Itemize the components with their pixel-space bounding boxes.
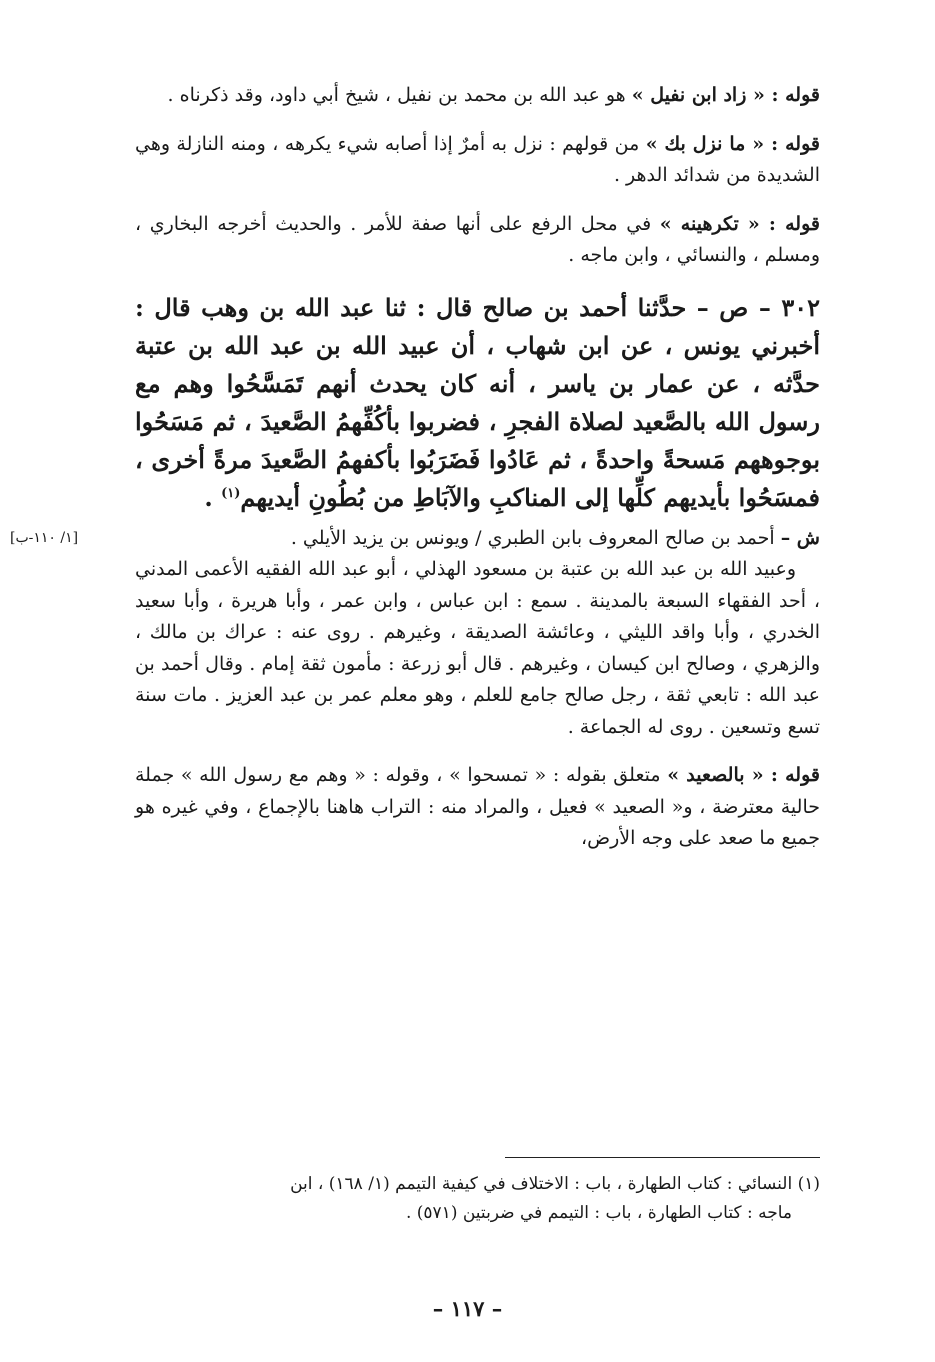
hadith-text <box>135 289 820 517</box>
paragraph-text: متعلق بقوله : « تمسحوا » ، وقوله : « وهم مع رسول الله » جملة حالية معترضة ، و« الصعيد » فعيل ، والمراد منه : التراب هاهنا بالإجماع ، وفي غيره هو جميع ما صعد على وجه الأرض، <box>135 764 820 849</box>
commentary-paragraph-2 <box>135 129 820 192</box>
footnote-reference[interactable]: (١) <box>221 485 241 501</box>
footnote-line-1: (١) النسائي : كتاب الطهارة ، باب : الاختلاف في كيفية التيمم (١/ ١٦٨) ، ابن <box>290 1174 820 1194</box>
quoted-phrase: قوله : « زاد ابن نفيل » <box>631 84 820 106</box>
footnote-divider <box>505 1157 820 1158</box>
paragraph-text: في محل الرفع على أنها صفة للأمر . والحديث أخرجه البخاري ، ومسلم ، والنسائي ، وابن ماجه . <box>135 212 820 266</box>
sharh-first-line <box>10 523 820 555</box>
footnote-line-2: ماجه : كتاب الطهارة ، باب : التيمم في ضربتين (٥٧١) . <box>405 1203 792 1223</box>
footnotes <box>135 1170 820 1228</box>
page-number: – ١١٧ – <box>432 1296 503 1321</box>
page-body <box>10 80 820 872</box>
commentary-paragraph-3 <box>135 209 820 272</box>
manuscript-page-marker: [١/ ١١٠-ب] <box>10 529 79 546</box>
sharh-paragraph <box>135 554 820 743</box>
commentary-paragraph-1 <box>135 80 820 112</box>
quoted-phrase: قوله : « بالصعيد » <box>667 764 820 786</box>
hadith-end: . <box>204 482 222 512</box>
commentary-paragraph-4 <box>135 760 820 855</box>
hadith-body: ٣٠٢ – ص – حدَّثنا أحمد بن صالح قال : ثنا عبد الله بن وهب قال : أخبرني يونس ، عن ابن شهاب ، أن عبيد الله بن عبد الله بن عتبة حدَّثه ، عن عمار بن ياسر ، أنه كان يحدث أنهم تَمَسَّحُوا وهم مع رسول الله بالصَّعيد لصلاة الفجرِ ، فضربوا بأكُفِّهمُ الصَّعيدَ ، ثم مَسَحُوا بوجوههم مَسحةً واحدةً ، ثم عَادُوا فَضَرَبُوا بأكفهمُ الصَّعيدَ مرةً أخرى ، فمسَحُوا بأيديهم كلِّها إلى المناكبِ والآبَاطِ من بُطُونِ أيديهم <box>135 292 820 512</box>
sharh-line-text: أحمد بن صالح المعروف بابن الطبري / ويونس بن يزيد الأيلي . <box>290 526 781 549</box>
sharh-text: وعبيد الله بن عبد الله بن عتبة بن مسعود الهذلي ، أبو عبد الله الفقيه الأعمى المدني ، أحد الفقهاء السبعة بالمدينة . سمع : ابن عباس ، وابن عمر ، وأبا هريرة ، وأبا سعيد الخدري ، وأبا واقد الليثي ، وعائشة الصديقة ، وغيرهم . روى عنه : عراك بن مالك ، والزهري ، وصالح ابن كيسان ، وغيرهم . قال أبو زرعة : مأمون ثقة إمام . وقال أحمد بن عبد الله : تابعي ثقة ، رجل صالح جامع للعلم ، وهو معلم عمر بن عبد العزيز . مات سنة تسع وتسعين . روى له الجماعة . <box>135 558 820 738</box>
sharh-label: ش – <box>780 526 820 549</box>
paragraph-text: هو عبد الله بن محمد بن نفيل ، شيخ أبي داود، وقد ذكرناه . <box>167 84 632 106</box>
quoted-phrase: قوله : « ما نزل بك » <box>645 132 820 155</box>
quoted-phrase: قوله : « تكرهينه » <box>659 212 820 235</box>
paragraph-text: من قولهم : نزل به أمرٌ إذا أصابه شيء يكرهه ، ومنه النازلة وهي الشديدة من شدائد الدهر . <box>135 132 820 186</box>
